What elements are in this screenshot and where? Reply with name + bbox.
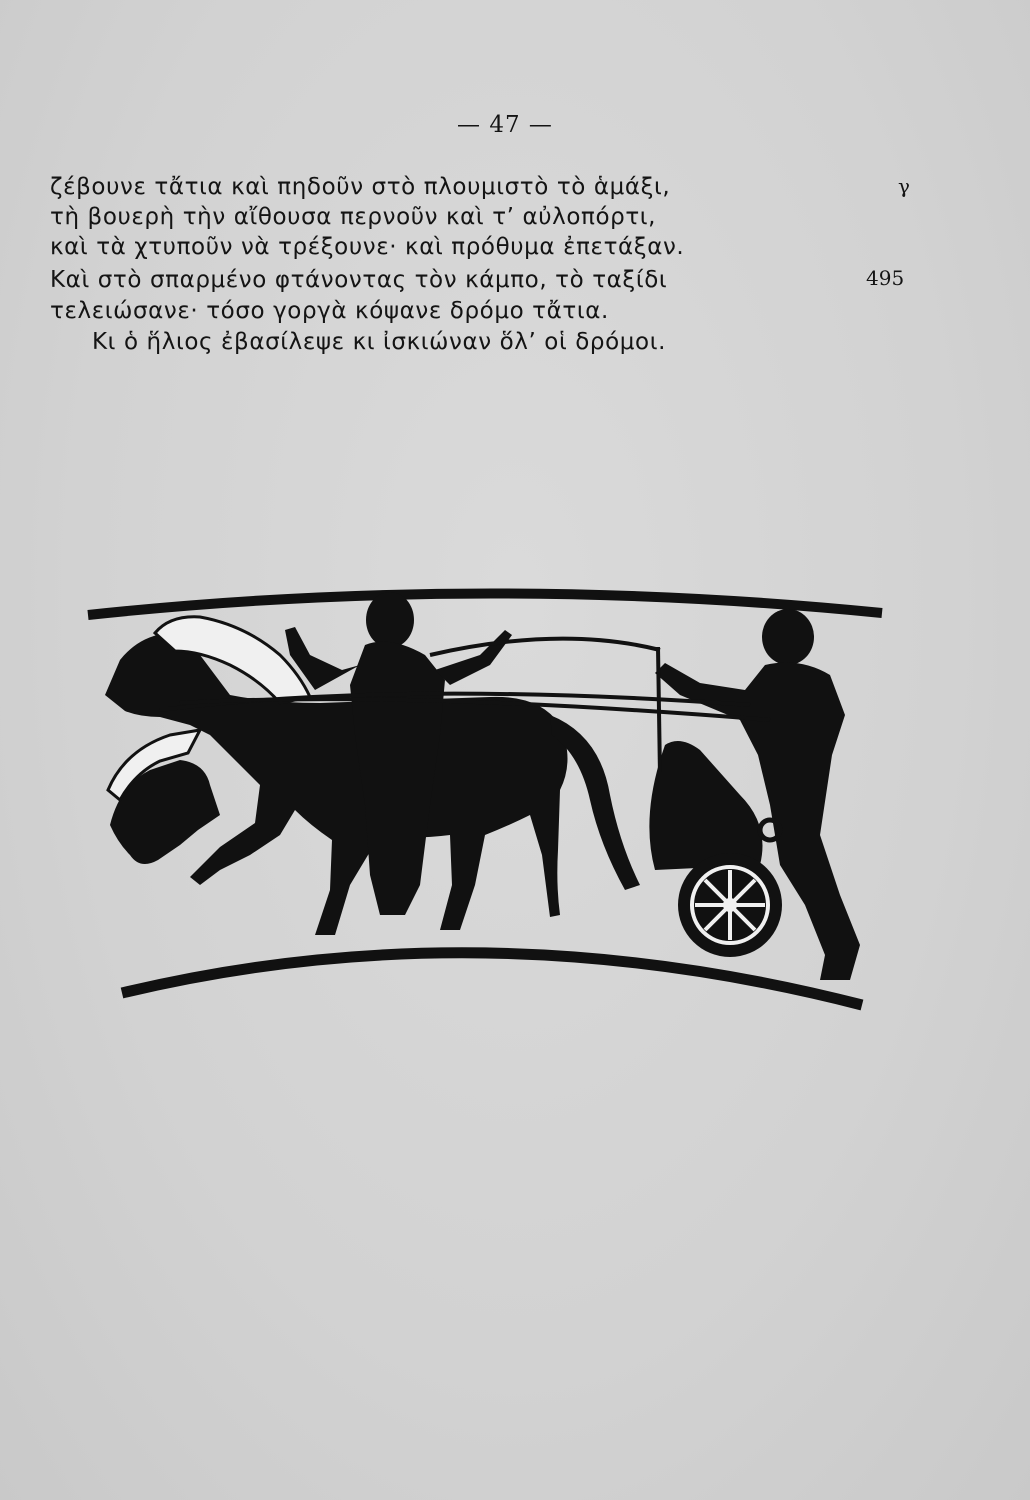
verse-line: Κι ὁ ἥλιος ἐβασίλεψε κι ἰσκιώναν ὅλ’ οἱ δρόμοι. — [92, 329, 666, 355]
verse-line: ζέβουνε τἄτια καὶ πηδοῦν στὸ πλουμιστὸ τὸ ἁμάξι, — [50, 174, 671, 200]
rear-horse — [108, 730, 220, 864]
verse-line: καὶ τὰ χτυποῦν νὰ τρέξουνε· καὶ πρόθυμα ἐπετάξαν. — [50, 234, 685, 260]
upper-frame-band — [88, 593, 882, 615]
chariot-scene-image — [80, 585, 890, 1025]
verse-line: τελειώσανε· τόσο γοργὰ κόψανε δρόμο τἄτια. — [50, 298, 609, 324]
line-number-note: 495 — [866, 266, 905, 290]
page-number: — 47 — — [457, 112, 553, 138]
verse-line: τὴ βουερὴ τὴν αἴθουσα περνοῦν καὶ τ’ αὐλοπόρτι, — [50, 204, 657, 230]
vase-painting-illustration — [80, 585, 890, 1025]
chariot — [649, 741, 782, 957]
lower-frame-band — [122, 953, 862, 1005]
verse-line: Καὶ στὸ σπαρμένο φτάνοντας τὸν κάμπο, τὸ ταξίδι — [50, 267, 668, 293]
book-letter-note: γ — [898, 174, 910, 198]
